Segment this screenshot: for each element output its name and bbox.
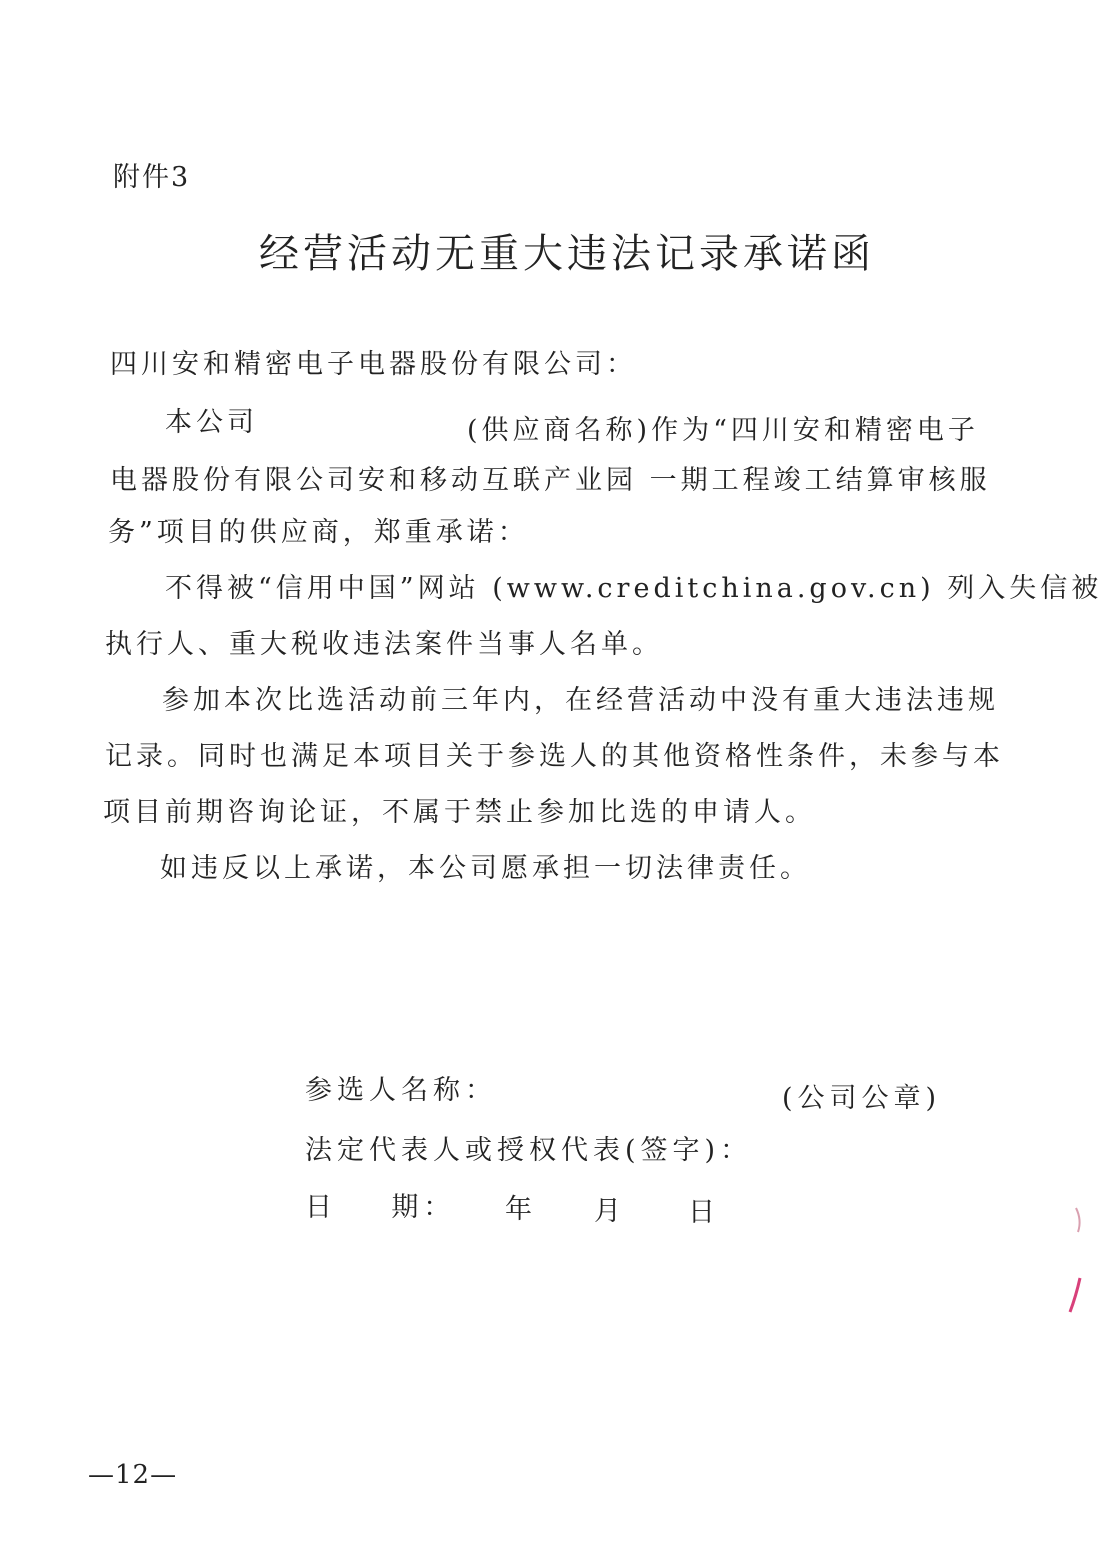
addressee: 四川安和精密电子电器股份有限公司： <box>110 349 637 380</box>
para4: 如违反以上承诺，本公司愿承担一切法律责任。 <box>160 853 811 884</box>
para3-line3: 项目前期咨询论证，不属于禁止参加比选的申请人。 <box>103 797 816 828</box>
bidder-name-label: 参选人名称： <box>305 1075 497 1106</box>
para3-line1: 参加本次比选活动前三年内，在经营活动中没有重大违法违规 <box>162 685 999 716</box>
representative-signature-label: 法定代表人或授权代表(签字)： <box>305 1135 753 1166</box>
date-year: 年 <box>505 1194 537 1225</box>
date-label: 日 期： <box>305 1192 456 1223</box>
document-title: 经营活动无重大违法记录承诺函 <box>259 231 875 277</box>
date-month: 月 <box>594 1196 626 1227</box>
date-day: 日 <box>688 1197 720 1228</box>
para1-line2: 电器股份有限公司安和移动互联产业园 一期工程竣工结算审核服 <box>110 465 991 496</box>
para2-line2: 执行人、重大税收违法案件当事人名单。 <box>105 629 663 660</box>
page-number: —12— <box>88 1460 178 1490</box>
attachment-label: 附件3 <box>113 162 191 193</box>
para1-lead: 本公司 <box>165 407 258 438</box>
company-seal-label: (公司公章) <box>782 1083 942 1114</box>
seal-edge-mark <box>1062 1200 1092 1320</box>
para3-line2: 记录。同时也满足本项目关于参选人的其他资格性条件，未参与本 <box>105 741 1004 772</box>
para1-supplier-note: (供应商名称)作为“四川安和精密电子 <box>467 415 979 446</box>
para1-line3: 务”项目的供应商，郑重承诺： <box>108 517 529 548</box>
para2-line1: 不得被“信用中国”网站 (www.creditchina.gov.cn) 列入失信被 <box>165 573 1102 604</box>
